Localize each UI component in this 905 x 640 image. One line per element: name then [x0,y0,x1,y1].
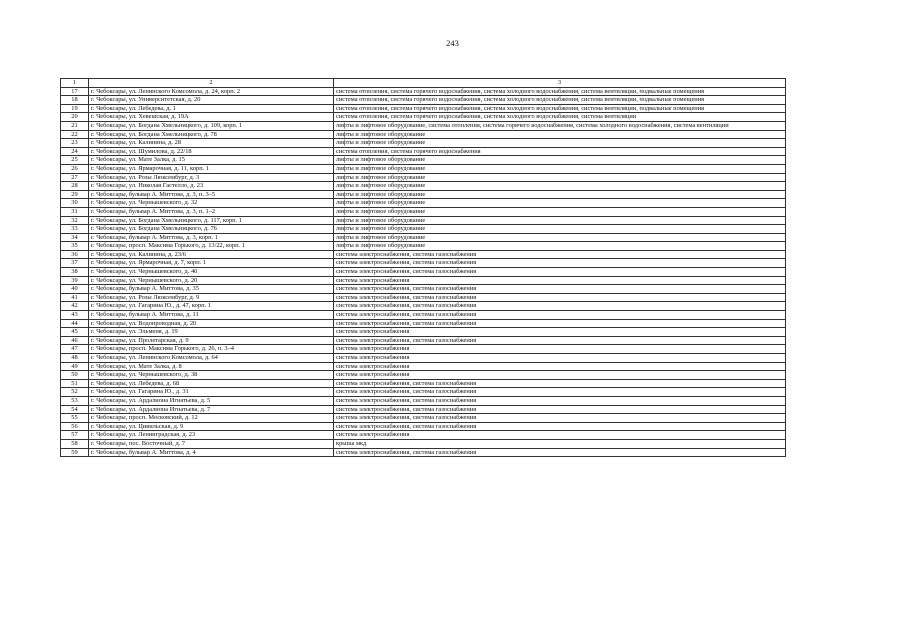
table-row [61,250,786,259]
row-number-cell: 43 [61,311,89,320]
row-number-cell: 20 [61,113,89,122]
row-address-cell: г. Чебоксары, ул. Калинина, д. 28 [89,139,334,148]
row-systems-cell: система электроснабжения [334,345,786,354]
row-address-cell: г. Чебоксары, бульвар А. Миттова, д. 35 [89,285,334,294]
row-systems-cell: система электроснабжения, система газоснабжения [334,293,786,302]
row-systems-cell: лифты и лифтовое оборудование [334,164,786,173]
row-number-cell: 34 [61,233,89,242]
table-row [61,139,786,148]
row-number-cell: 25 [61,156,89,165]
table-row [61,422,786,431]
row-systems-cell: лифты и лифтовое оборудование [334,216,786,225]
row-systems-cell: лифты и лифтовое оборудование [334,139,786,148]
row-systems-cell: система электроснабжения [334,328,786,337]
row-number-cell: 57 [61,431,89,440]
row-number-cell: 55 [61,414,89,423]
row-address-cell: г. Чебоксары, ул. Пролетарская, д. 9 [89,336,334,345]
row-address-cell: г. Чебоксары, ул. Гагарина Ю., д. 47, корп. 1 [89,302,334,311]
row-number-cell: 32 [61,216,89,225]
row-number-cell: 53 [61,396,89,405]
row-systems-cell: система электроснабжения, система газоснабжения [334,396,786,405]
row-systems-cell: система электроснабжения [334,371,786,380]
table-row [61,388,786,397]
table-row [61,87,786,96]
row-address-cell: г. Чебоксары, ул. Ярмарочная, д. 7, корп. 1 [89,259,334,268]
row-number-cell: 29 [61,190,89,199]
row-address-cell: г. Чебоксары, ул. Чернышевского, д. 20 [89,276,334,285]
row-address-cell: г. Чебоксары, ул. Розы Люксембург, д. 3 [89,173,334,182]
row-systems-cell: система электроснабжения [334,354,786,363]
row-address-cell: г. Чебоксары, ул. Гагарина Ю., д. 31 [89,388,334,397]
row-systems-cell: система электроснабжения, система газоснабжения [334,405,786,414]
row-systems-cell: система электроснабжения [334,276,786,285]
row-number-cell: 40 [61,285,89,294]
row-address-cell: г. Чебоксары, ул. Шумилова, д. 22/18 [89,147,334,156]
table-row [61,104,786,113]
row-address-cell: г. Чебоксары, ул. Николая Гастелло, д. 23 [89,182,334,191]
table-row [61,311,786,320]
table-row [61,276,786,285]
table-row [61,345,786,354]
row-address-cell: г. Чебоксары, ул. Богдана Хмельницкого, д. 78 [89,130,334,139]
row-systems-cell: лифты и лифтовое оборудование [334,130,786,139]
row-address-cell: г. Чебоксары, ул. Ардалиона Игнатьева, д. 5 [89,396,334,405]
row-address-cell: г. Чебоксары, ул. Ленинградская, д. 23 [89,431,334,440]
header-cell-number: 1 [61,79,89,88]
row-address-cell: г. Чебоксары, ул. Хевешская, д. 19А [89,113,334,122]
row-systems-cell: система электроснабжения, система газоснабжения [334,311,786,320]
table-row [61,328,786,337]
row-address-cell: г. Чебоксары, просп. Московский, д. 12 [89,414,334,423]
row-address-cell: г. Чебоксары, бульвар А. Миттова, д. 3, п. 1–2 [89,207,334,216]
table-row [61,439,786,448]
row-systems-cell: система отопления, система горячего водоснабжения, система холодного водоснабжения, система вентиляции, подвальные помещения [334,87,786,96]
row-number-cell: 51 [61,379,89,388]
row-number-cell: 38 [61,268,89,277]
row-address-cell: г. Чебоксары, просп. Максима Горького, д. 13/22, корп. 1 [89,242,334,251]
row-number-cell: 45 [61,328,89,337]
row-systems-cell: система электроснабжения, система газоснабжения [334,259,786,268]
row-address-cell: г. Чебоксары, ул. Богдана Хмельницкого, д. 109, корп. 1 [89,121,334,130]
row-address-cell: г. Чебоксары, ул. Университетская, д. 20 [89,96,334,105]
row-address-cell: г. Чебоксары, ул. Чернышевского, д. 40 [89,268,334,277]
row-systems-cell: система электроснабжения [334,431,786,440]
row-systems-cell: система отопления, система горячего водоснабжения, система холодного водоснабжения, система вентиляции [334,113,786,122]
table-body [61,79,786,457]
table-row [61,233,786,242]
table-row [61,379,786,388]
table-row [61,362,786,371]
systems-table [60,78,786,457]
row-address-cell: г. Чебоксары, ул. Мате Залка, д. 8 [89,362,334,371]
row-systems-cell: лифты и лифтовое оборудование [334,199,786,208]
row-number-cell: 41 [61,293,89,302]
row-address-cell: г. Чебоксары, просп. Максима Горького, д. 26, п. 3–4 [89,345,334,354]
row-number-cell: 22 [61,130,89,139]
row-systems-cell: система отопления, система горячего водоснабжения, система холодного водоснабжения, система вентиляции, подвальные помещения [334,104,786,113]
row-systems-cell: система электроснабжения [334,362,786,371]
row-number-cell: 52 [61,388,89,397]
row-systems-cell: система электроснабжения, система газоснабжения [334,414,786,423]
table-row [61,130,786,139]
row-systems-cell: лифты и лифтовое оборудование [334,242,786,251]
row-number-cell: 27 [61,173,89,182]
row-number-cell: 23 [61,139,89,148]
row-number-cell: 31 [61,207,89,216]
table-row [61,302,786,311]
row-number-cell: 42 [61,302,89,311]
table-row [61,259,786,268]
row-systems-cell: система электроснабжения, система газоснабжения [334,388,786,397]
table-row [61,448,786,457]
table-row [61,199,786,208]
table-row [61,293,786,302]
row-number-cell: 28 [61,182,89,191]
row-number-cell: 58 [61,439,89,448]
table-row [61,319,786,328]
table-row [61,164,786,173]
row-systems-cell: система отопления, система горячего водоснабжения [334,147,786,156]
row-number-cell: 46 [61,336,89,345]
row-address-cell: г. Чебоксары, ул. Розы Люксембург, д. 9 [89,293,334,302]
row-systems-cell: система электроснабжения, система газоснабжения [334,422,786,431]
row-address-cell: г. Чебоксары, ул. Чернышевского, д. 38 [89,371,334,380]
row-number-cell: 19 [61,104,89,113]
table-row [61,354,786,363]
row-systems-cell: система электроснабжения, система газоснабжения [334,302,786,311]
row-number-cell: 47 [61,345,89,354]
table-row [61,113,786,122]
row-address-cell: г. Чебоксары, ул. Цивильская, д. 9 [89,422,334,431]
table-row [61,268,786,277]
header-cell-address: 2 [89,79,334,88]
row-address-cell: г. Чебоксары, бульвар А. Миттова, д. 4 [89,448,334,457]
row-number-cell: 56 [61,422,89,431]
row-number-cell: 44 [61,319,89,328]
table-row [61,242,786,251]
row-address-cell: г. Чебоксары, ул. Ленинского Комсомола, д. 64 [89,354,334,363]
row-systems-cell: система электроснабжения, система газоснабжения [334,285,786,294]
row-systems-cell: лифты и лифтовое оборудование [334,225,786,234]
row-address-cell: г. Чебоксары, ул. Лебедева, д. 1 [89,104,334,113]
row-number-cell: 37 [61,259,89,268]
row-systems-cell: лифты и лифтовое оборудование [334,173,786,182]
row-number-cell: 26 [61,164,89,173]
header-cell-systems: 3 [334,79,786,88]
row-systems-cell: система электроснабжения, система газоснабжения [334,319,786,328]
row-address-cell: г. Чебоксары, бульвар А. Миттова, д. 3, п. 3–5 [89,190,334,199]
row-systems-cell: лифты и лифтовое оборудование [334,156,786,165]
row-number-cell: 35 [61,242,89,251]
row-number-cell: 59 [61,448,89,457]
row-address-cell: г. Чебоксары, бульвар А. Миттова, д. 3, корп. 1 [89,233,334,242]
row-systems-cell: система отопления, система горячего водоснабжения, система холодного водоснабжения, система вентиляции, подвальные помещения [334,96,786,105]
table-row [61,336,786,345]
row-address-cell: г. Чебоксары, ул. Калинина, д. 23/6 [89,250,334,259]
row-number-cell: 30 [61,199,89,208]
row-systems-cell: лифты и лифтовое оборудование, система отопления, система горячего водоснабжения, система холодного водоснабжения, система вентиляции [334,121,786,130]
row-address-cell: г. Чебоксары, ул. Ардалиона Игнатьева, д. 7 [89,405,334,414]
row-address-cell: г. Чебоксары, ул. Ярмарочная, д. 11, корп. 1 [89,164,334,173]
table-row [61,207,786,216]
row-systems-cell: лифты и лифтовое оборудование [334,207,786,216]
table-row [61,147,786,156]
table-row [61,190,786,199]
table-row [61,182,786,191]
table-row [61,431,786,440]
row-number-cell: 36 [61,250,89,259]
row-address-cell: г. Чебоксары, ул. Эльменя, д. 19 [89,328,334,337]
row-address-cell: г. Чебоксары, ул. Мате Залка, д. 15 [89,156,334,165]
row-number-cell: 49 [61,362,89,371]
row-systems-cell: лифты и лифтовое оборудование [334,190,786,199]
row-address-cell: г. Чебоксары, ул. Чернышевского, д. 32 [89,199,334,208]
table-header-row [61,79,786,88]
row-address-cell: г. Чебоксары, бульвар А. Миттова, д. 11 [89,311,334,320]
table-row [61,225,786,234]
row-number-cell: 21 [61,121,89,130]
row-number-cell: 39 [61,276,89,285]
row-number-cell: 17 [61,87,89,96]
row-address-cell: г. Чебоксары, ул. Богдана Хмельницкого, д. 76 [89,225,334,234]
table-row [61,173,786,182]
row-number-cell: 54 [61,405,89,414]
row-systems-cell: система электроснабжения, система газоснабжения [334,448,786,457]
row-address-cell: г. Чебоксары, ул. Ленинского Комсомола, д. 24, корп. 2 [89,87,334,96]
row-systems-cell: крыша мкд [334,439,786,448]
row-address-cell: г. Чебоксары, ул. Водопроводная, д. 20 [89,319,334,328]
row-number-cell: 33 [61,225,89,234]
row-number-cell: 48 [61,354,89,363]
row-address-cell: г. Чебоксары, пос. Восточный, д. 7 [89,439,334,448]
row-systems-cell: система электроснабжения, система газоснабжения [334,268,786,277]
row-number-cell: 18 [61,96,89,105]
table-row [61,285,786,294]
table-row [61,371,786,380]
table-row [61,121,786,130]
page-number: 243 [446,38,459,48]
row-systems-cell: система электроснабжения, система газоснабжения [334,379,786,388]
row-systems-cell: лифты и лифтовое оборудование [334,233,786,242]
row-systems-cell: лифты и лифтовое оборудование [334,182,786,191]
table-row [61,156,786,165]
table-row [61,396,786,405]
row-address-cell: г. Чебоксары, ул. Лебедева, д. 68 [89,379,334,388]
table-row [61,405,786,414]
row-number-cell: 50 [61,371,89,380]
table-row [61,216,786,225]
table-row [61,96,786,105]
row-systems-cell: система электроснабжения, система газоснабжения [334,336,786,345]
row-number-cell: 24 [61,147,89,156]
table-row [61,414,786,423]
row-address-cell: г. Чебоксары, ул. Богдана Хмельницкого, д. 117, корп. 1 [89,216,334,225]
row-systems-cell: система электроснабжения, система газоснабжения [334,250,786,259]
